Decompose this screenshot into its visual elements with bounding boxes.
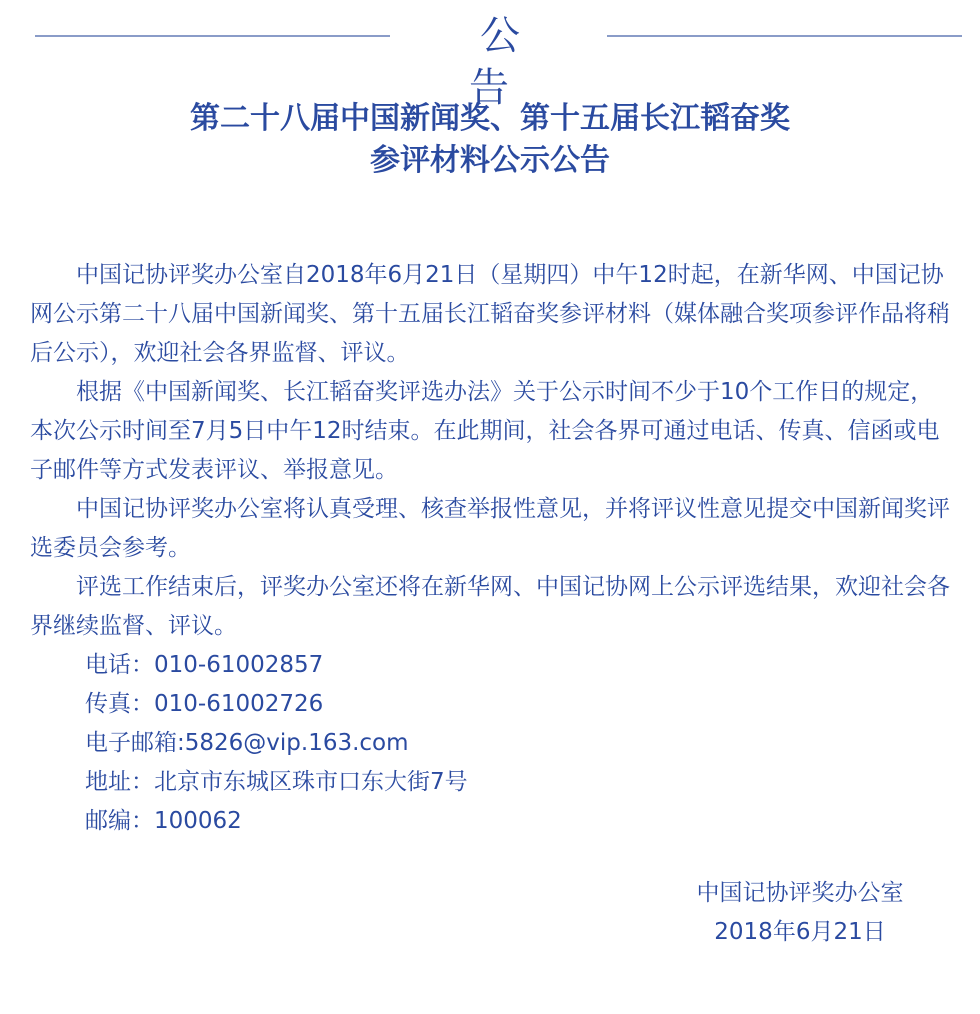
signature-date: 2018年6月21日 bbox=[714, 919, 886, 945]
contact-fax: 传真：010-61002726 bbox=[85, 691, 324, 717]
header-rule-right bbox=[607, 35, 962, 37]
header-rule-left bbox=[35, 35, 390, 37]
paragraph-announcement: 中国记协评奖办公室自2018年6月21日（星期四）中午12时起，在新华网、中国记协网公示第二十八届中国新闻奖、第十五届长江韬奋奖参评材料（媒体融合奖项参评作品将稍后公示），欢迎社会各界监督、评议。 bbox=[30, 262, 950, 366]
signature-organization: 中国记协评奖办公室 bbox=[696, 880, 904, 906]
paragraph-results: 评选工作结束后，评奖办公室还将在新华网、中国记协网上公示评选结果，欢迎社会各界继续监督、评议。 bbox=[30, 574, 950, 639]
document-title bbox=[0, 98, 980, 182]
contact-email: 电子邮箱:5826@vip.163.com bbox=[85, 730, 409, 756]
document-title-line-1: 第二十八届中国新闻奖、第十五届长江韬奋奖 bbox=[190, 101, 790, 136]
signature-block bbox=[660, 874, 940, 952]
header-title: 公 告 bbox=[469, 13, 542, 111]
paragraph-review: 中国记协评奖办公室将认真受理、核查举报性意见，并将评议性意见提交中国新闻奖评选委员会参考。 bbox=[30, 496, 950, 561]
contact-address: 地址：北京市东城区珠市口东大街7号 bbox=[85, 769, 468, 795]
contact-postcode: 邮编：100062 bbox=[85, 808, 242, 834]
paragraph-period: 根据《中国新闻奖、长江韬奋奖评选办法》关于公示时间不少于10个工作日的规定，本次公示时间至7月5日中午12时结束。在此期间，社会各界可通过电话、传真、信函或电子邮件等方式发表评议、举报意见。 bbox=[30, 379, 940, 483]
document-body bbox=[30, 256, 950, 841]
notice-header bbox=[0, 0, 980, 111]
contact-phone: 电话：010-61002857 bbox=[85, 652, 324, 678]
document-title-line-2: 参评材料公示公告 bbox=[370, 143, 610, 178]
